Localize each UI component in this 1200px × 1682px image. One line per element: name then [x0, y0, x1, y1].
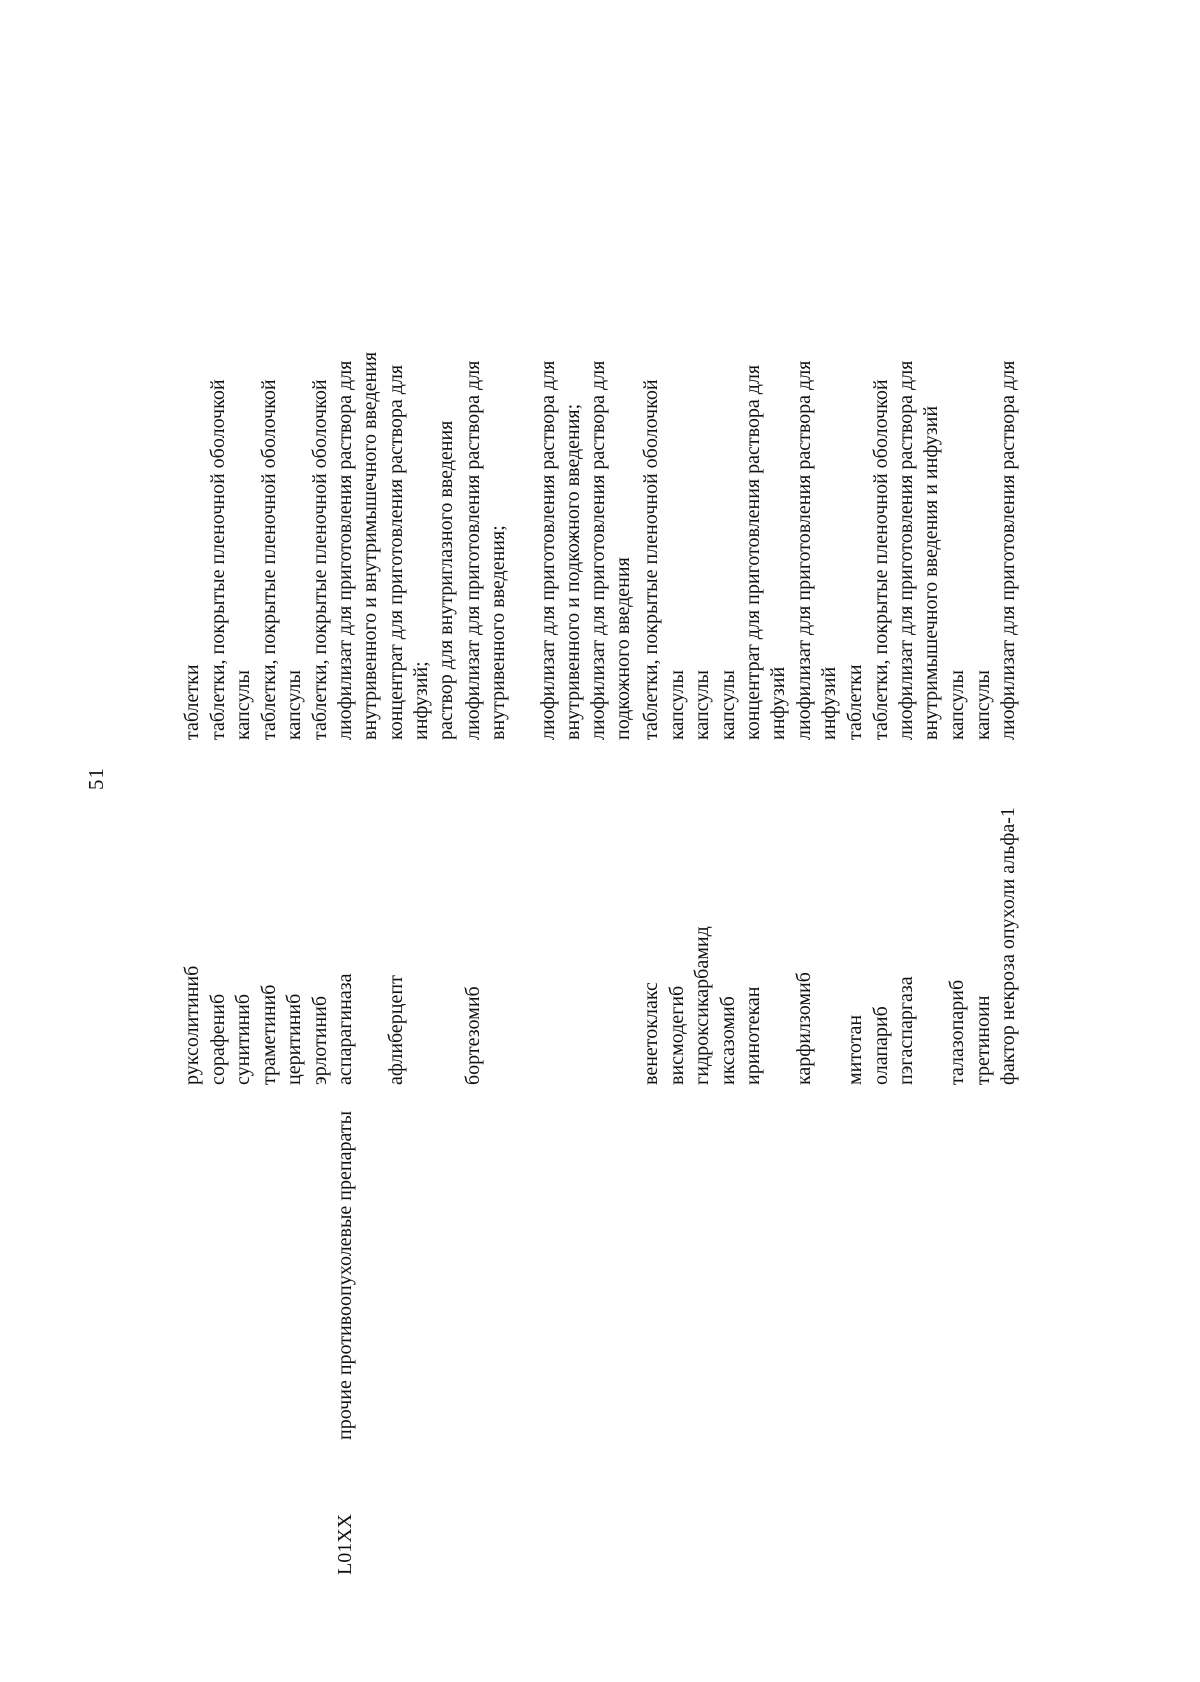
dosage-form-line: инфузий;	[410, 661, 432, 740]
dosage-forms	[206, 100, 231, 740]
drug-name: аспарагиназа	[334, 973, 356, 1085]
dosage-form-line: внутримышечного введения и инфузий	[920, 405, 942, 740]
dosage-forms	[690, 100, 715, 740]
dosage-forms	[461, 100, 636, 740]
dosage-forms	[945, 100, 970, 740]
drug-name: талазопариб	[946, 979, 968, 1085]
dosage-form-line: подкожного введения	[611, 557, 634, 740]
dosage-forms	[257, 100, 282, 740]
dosage-forms	[231, 100, 256, 740]
dosage-form-line: таблетки, покрытые пленочной оболочкой	[206, 379, 229, 740]
dosage-forms	[665, 100, 690, 740]
drug-name: третиноин	[971, 995, 994, 1085]
drug-name: висмодегиб	[665, 985, 688, 1085]
drug-name: иксазомиб	[716, 996, 739, 1085]
drug-name: бортезомиб	[461, 986, 484, 1085]
dosage-form-line: капсулы	[232, 670, 254, 740]
dosage-form-line: таблетки, покрытые пленочной оболочкой	[308, 379, 331, 740]
dosage-form-line: внутривенного и внутримышечного введения	[359, 351, 381, 740]
dosage-form-line: лиофилизат для приготовления раствора для	[586, 360, 609, 740]
dosage-form-line: внутривенного введения;	[486, 525, 509, 740]
drug-table	[180, 105, 1060, 1575]
drug-group: прочие противоопухолевые препараты	[334, 1110, 356, 1440]
drug-name: гидроксикарбамид	[691, 926, 713, 1085]
drug-name: афлиберцепт	[385, 975, 407, 1085]
dosage-form-line: концентрат для приготовления раствора для	[742, 364, 764, 740]
dosage-forms	[843, 100, 868, 740]
dosage-form-line: таблетки	[844, 664, 866, 740]
drug-name: олапариб	[869, 1006, 892, 1085]
dosage-form-line: капсулы	[665, 670, 688, 740]
dosage-form-line: лиофилизат для приготовления раствора для	[461, 360, 484, 740]
drug-name: эрлотиниб	[308, 995, 331, 1085]
dosage-forms	[180, 100, 205, 740]
dosage-form-line: капсулы	[971, 670, 994, 740]
drug-name: митотан	[844, 1014, 866, 1085]
dosage-forms	[894, 100, 944, 740]
dosage-form-line: лиофилизат для приготовления раствора для	[536, 360, 559, 740]
dosage-forms	[792, 100, 842, 740]
dosage-form-line: капсулы	[946, 670, 968, 740]
dosage-forms	[741, 100, 791, 740]
dosage-form-line: капсулы	[716, 670, 739, 740]
dosage-forms	[971, 100, 996, 740]
dosage-form-line: лиофилизат для приготовления раствора для	[793, 360, 815, 740]
dosage-forms	[716, 100, 741, 740]
dosage-form-line: лиофилизат для приготовления раствора для	[334, 360, 356, 740]
dosage-form-line: капсулы	[691, 670, 713, 740]
drug-name: фактор некроза опухоли альфа-1	[997, 807, 1019, 1085]
dosage-form-line: инфузий	[767, 666, 789, 740]
dosage-form-line: лиофилизат для приготовления раствора для	[997, 360, 1019, 740]
dosage-form-line: внутривенного и подкожного введения;	[561, 403, 584, 740]
drug-name: сорафениб	[206, 993, 229, 1085]
dosage-form-line: таблетки	[181, 664, 203, 740]
drug-name: сунитиниб	[232, 993, 254, 1085]
dosage-form-line	[511, 100, 536, 740]
dosage-form-line: лиофилизат для приготовления раствора для	[895, 360, 917, 740]
drug-name: траметиниб	[257, 984, 280, 1085]
drug-name: церитиниб	[283, 993, 305, 1085]
dosage-form-line: концентрат для приготовления раствора для	[385, 364, 407, 740]
drug-name: руксолитиниб	[181, 965, 203, 1085]
dosage-form-line: таблетки, покрытые пленочной оболочкой	[869, 379, 892, 740]
dosage-form-line: капсулы	[283, 670, 305, 740]
dosage-form-line: таблетки, покрытые пленочной оболочкой	[257, 379, 280, 740]
drug-name: пэгаспаргаза	[895, 976, 917, 1085]
drug-name: иринотекан	[742, 986, 764, 1085]
atc-code: L01XX	[334, 1513, 356, 1575]
dosage-forms	[333, 100, 383, 740]
dosage-form-line: инфузий	[818, 666, 840, 740]
dosage-form-line: таблетки, покрытые пленочной оболочкой	[640, 379, 662, 740]
dosage-form-line: раствор для внутриглазного введения	[435, 420, 457, 740]
drug-name: карфилзомиб	[793, 972, 815, 1085]
dosage-forms	[869, 100, 894, 740]
dosage-forms	[308, 100, 333, 740]
page-number: 51	[84, 767, 108, 790]
dosage-forms	[282, 100, 307, 740]
dosage-forms	[384, 100, 459, 740]
dosage-forms	[639, 100, 664, 740]
drug-name: венетоклакс	[640, 982, 662, 1085]
dosage-forms	[996, 100, 1021, 740]
